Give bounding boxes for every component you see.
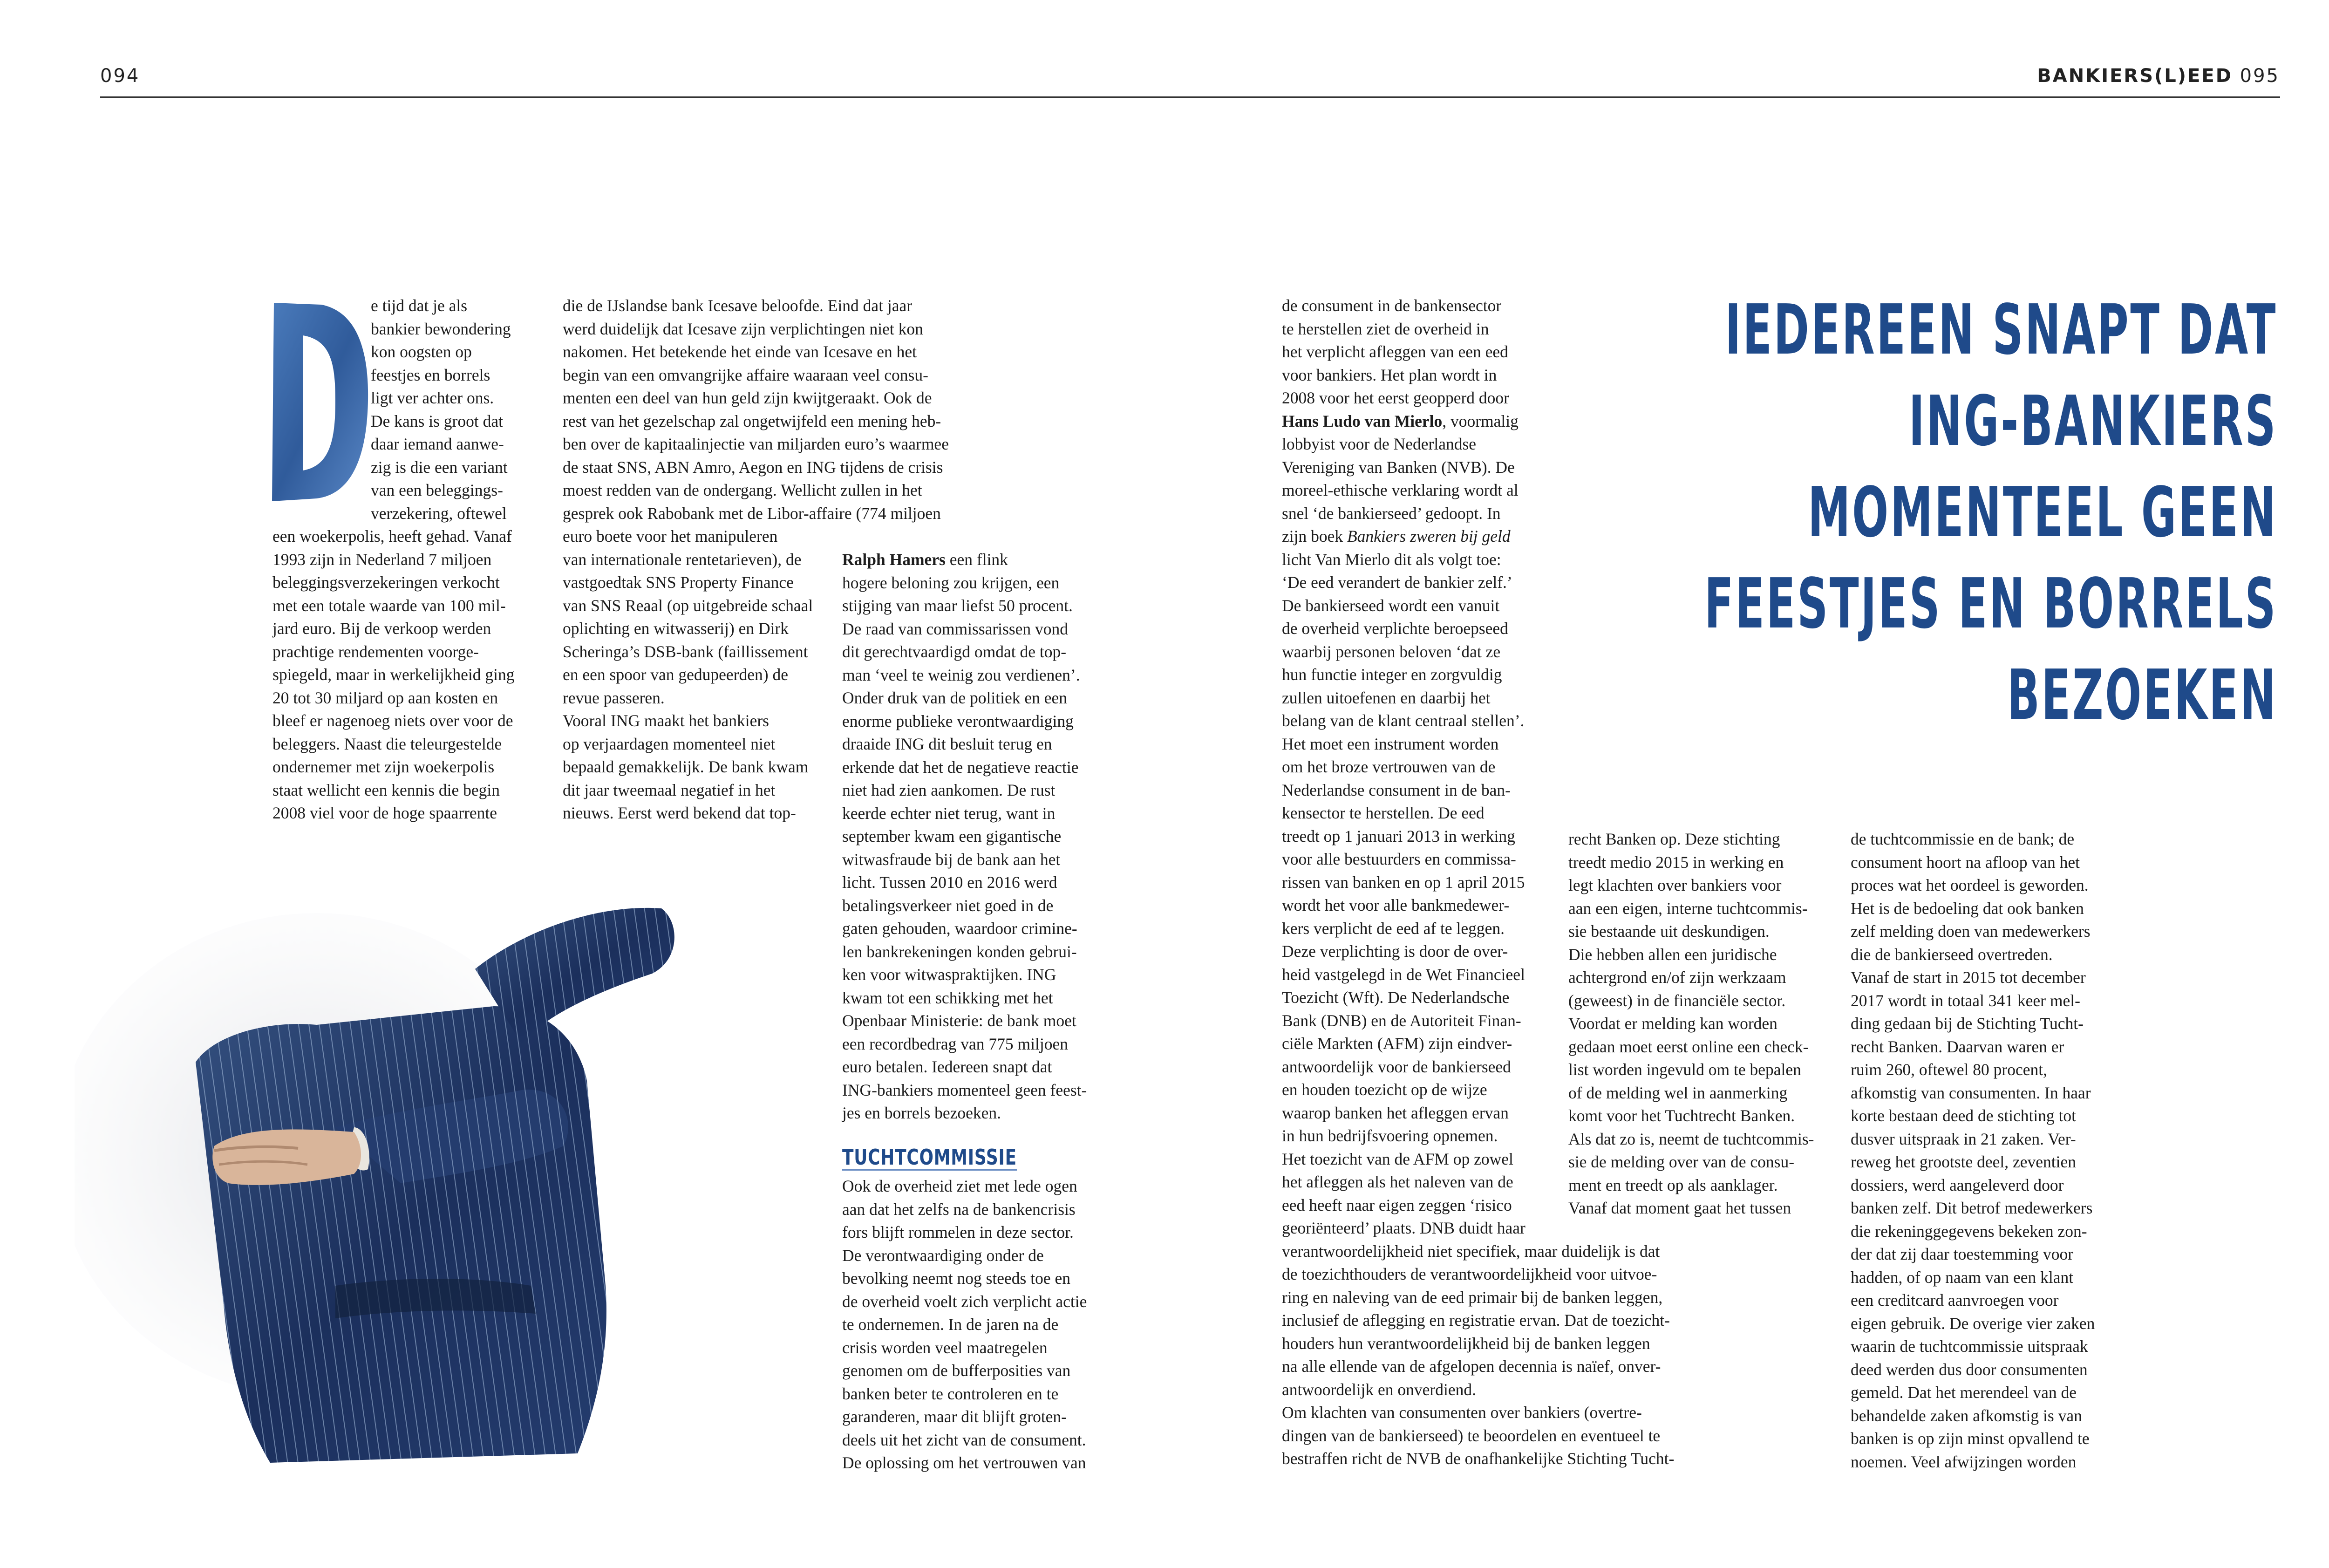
text-line: Die hebben allen een juridische — [1568, 945, 1777, 964]
text-line: vastgoedtak SNS Property Finance — [563, 573, 794, 592]
text-line: garanderen, maar dit blijft groten- — [842, 1407, 1067, 1426]
text-line: korte bestaan deed de stichting tot — [1851, 1106, 2077, 1125]
text-line: met een totale waarde van 100 mil- — [272, 596, 506, 615]
text-line: Het toezicht van de AFM op zowel — [1282, 1149, 1513, 1168]
text-line: antwoordelijk voor de bankierseed — [1282, 1057, 1511, 1076]
page-number-left: 094 — [100, 65, 140, 87]
body-column-1 — [371, 294, 511, 525]
header-rule — [100, 96, 2280, 98]
text-line: licht. Tussen 2010 en 2016 werd — [842, 873, 1057, 892]
text-line: belang van de klant centraal stellen’. — [1282, 711, 1525, 730]
text-line: staat wellicht een kennis die begin — [272, 780, 500, 799]
text-line: Vanaf dat moment gaat het tussen — [1568, 1199, 1791, 1217]
text-line: september kwam een gigantische — [842, 827, 1062, 845]
body-column-3 — [842, 548, 1087, 1125]
text-line: Om klachten van consumenten over bankiers (overtre- — [1282, 1403, 1642, 1422]
text-line: begin van een omvangrijke affaire waaraan veel consu- — [563, 365, 928, 384]
text-line: sie de melding over van de consu- — [1568, 1152, 1795, 1171]
text-line: in hun bedrijfsvoering opnemen. — [1282, 1126, 1498, 1145]
text-line: spiegeld, maar in werkelijkheid ging — [272, 665, 515, 684]
text-line: ben over de kapitaalinjectie van miljarden euro’s waarmee — [563, 435, 949, 453]
text-line: Ook de overheid ziet met lede ogen — [842, 1177, 1077, 1195]
body-column-6 — [1851, 828, 2095, 1473]
text-line: Deze verplichting is door de over- — [1282, 942, 1508, 961]
text-line: Het moet een instrument worden — [1282, 734, 1499, 753]
text-line: (geweest) in de financiële sector. — [1568, 991, 1786, 1010]
text-line: Openbaar Ministerie: de bank moet — [842, 1011, 1076, 1030]
text-line: dit gerechtvaardigd omdat de top- — [842, 642, 1067, 661]
text-line: crisis worden veel maatregelen — [842, 1338, 1048, 1357]
text-line: Het is de bedoeling dat ook banken — [1851, 899, 2084, 918]
text-line: draaide ING dit besluit terug en — [842, 735, 1052, 753]
text-line: Toezicht (Wft). De Nederlandsche — [1282, 988, 1510, 1007]
text-line: om het broze vertrouwen van de — [1282, 757, 1496, 776]
text-line: Voordat er melding kan worden — [1568, 1014, 1777, 1033]
text-line: sie bestaande uit deskundigen. — [1568, 922, 1770, 941]
text-line: de staat SNS, ABN Amro, Aegon en ING tijdens de crisis — [563, 457, 943, 477]
text-line: noemen. Veel afwijzingen worden — [1851, 1452, 2077, 1471]
text-line — [842, 548, 1087, 572]
text-line: ment en treedt op als aanklager. — [1568, 1175, 1778, 1194]
text-line: dusver uitspraak in 21 zaken. Ver- — [1851, 1129, 2076, 1148]
text-line: achtergrond en/of zijn werkzaam — [1568, 968, 1786, 987]
text-line: enorme publieke verontwaardiging — [842, 711, 1074, 730]
text-line: afkomstig van consumenten. In haar — [1851, 1083, 2091, 1102]
text-line: jard euro. Bij de verkoop werden — [272, 619, 491, 638]
text-line: hadden, of op naam van een klant — [1851, 1268, 2074, 1287]
text-line: rissen van banken en op 1 april 2015 — [1282, 873, 1525, 892]
text-line: een creditcard aanvroegen voor — [1851, 1291, 2059, 1309]
text-line: keerde echter niet terug, want in — [842, 804, 1056, 823]
text-line: stijging van maar liefst 50 procent. — [842, 596, 1073, 615]
text-line: beleggers. Naast die teleurgestelde — [272, 734, 502, 753]
text-line: niet had zien aankomen. De rust — [842, 781, 1056, 799]
text-line: legt klachten over bankiers voor — [1568, 876, 1782, 894]
text-line: list worden ingevuld om te bepalen — [1568, 1060, 1801, 1079]
text-line — [1282, 525, 1674, 548]
text-line: die rekeninggegevens bekeken zon- — [1851, 1221, 2087, 1241]
text-line: man ‘veel te weinig zou verdienen’. — [842, 665, 1080, 684]
text-line: De oplossing om het vertrouwen van — [842, 1453, 1086, 1472]
text-line: lobbyist voor de Nederlandse — [1282, 435, 1477, 453]
illustration-crossed-fingers — [75, 866, 801, 1491]
text-line: dit jaar tweemaal negatief in het — [563, 780, 776, 799]
text-line: feestjes en borrels — [371, 365, 490, 384]
text-line: bepaald gemakkelijk. De bank kwam — [563, 757, 809, 776]
text-line: ING-bankiers momenteel geen feest- — [842, 1080, 1087, 1099]
text-line: en houden toezicht op de wijze — [1282, 1080, 1487, 1099]
text-line: witwasfraude bij de bank aan het — [842, 850, 1061, 869]
person-name-hamers: Ralph Hamers — [842, 550, 946, 569]
text-line: van een beleggings- — [371, 481, 503, 499]
text-line: verzekering, oftewel — [371, 504, 507, 523]
text-line: banken beter te controleren en te — [842, 1384, 1059, 1403]
text-line: fors blijft rommelen in deze sector. — [842, 1223, 1074, 1241]
text-line: gaten gehouden, waardoor crimine- — [842, 919, 1077, 938]
text-line: menten een deel van hun geld zijn kwijtgeraakt. Ook de — [563, 389, 932, 407]
text-line: de toezichthouders de verantwoordelijkheid voor uitvoe- — [1282, 1265, 1657, 1283]
text-line: hun functie integer en zorgvuldig — [1282, 665, 1502, 684]
text-line: 2017 wordt in totaal 341 keer mel- — [1851, 991, 2080, 1010]
text-line: snel ‘de bankierseed’ gedoopt. In — [1282, 504, 1501, 523]
text-line: revue passeren. — [563, 688, 665, 707]
text-line: kers verplicht de eed af te leggen. — [1282, 919, 1505, 938]
text-line: gesprek ook Rabobank met de Libor-affaire (774 miljoen — [563, 504, 941, 523]
text-line: rest van het gezelschap zal ongetwijfeld een mening heb- — [563, 411, 941, 430]
text-line: 2008 voor het eerst geopperd door — [1282, 389, 1509, 407]
text-line: der dat zij daar toestemming voor — [1851, 1245, 2074, 1263]
text-line: ken voor witwaspraktijken. ING — [842, 965, 1056, 984]
text-line: De bankierseed wordt een vanuit — [1282, 596, 1500, 615]
text-line: consument hoort na afloop van het — [1851, 852, 2080, 872]
section-title: BANKIERS(L)EED — [2037, 65, 2233, 87]
text-line: recht Banken. Daarvan waren er — [1851, 1037, 2064, 1056]
text-line: moreel-ethische verklaring wordt al — [1282, 481, 1519, 499]
text-line: beleggingsverzekeringen verkocht — [272, 573, 500, 592]
text-line: voor alle bestuurders en commissa- — [1282, 850, 1516, 868]
text-line: kwam tot een schikking met het — [842, 988, 1053, 1007]
pull-quote-line: MOMENTEEL GEEN — [1807, 472, 2277, 552]
text-line: wordt het voor alle bankmedewer- — [1282, 896, 1510, 914]
text-line: treedt op 1 januari 2013 in werking — [1282, 826, 1515, 845]
text-line: een woekerpolis, heeft gehad. Vanaf — [272, 527, 512, 545]
text-line: banken zelf. Dit betrof medewerkers — [1851, 1199, 2093, 1217]
text-line: proces wat het oordeel is geworden. — [1851, 876, 2089, 894]
text-line: moest redden van de ondergang. Wellicht zullen in het — [563, 481, 922, 499]
text-line: werd duidelijk dat Icesave zijn verplichtingen niet kon — [563, 319, 923, 338]
text-line: licht Van Mierlo dit als volgt toe: — [1282, 550, 1501, 569]
text-line: de overheid voelt zich verplicht actie — [842, 1292, 1087, 1311]
text-line: 20 tot 30 miljard op aan kosten en — [272, 688, 498, 707]
text-line: erkende dat het de negatieve reactie — [842, 757, 1079, 777]
text-line: zelf melding doen van medewerkers — [1851, 922, 2091, 941]
pull-quote-line: BEZOEKEN — [2007, 655, 2277, 735]
text-line: gemeld. Dat het merendeel van de — [1851, 1383, 2077, 1402]
text-line: te herstellen ziet de overheid in — [1282, 319, 1489, 338]
text-line: daar iemand aanwe- — [371, 435, 504, 453]
text-line: ligt ver achter ons. — [371, 389, 494, 407]
text-line: het verplicht afleggen van een eed — [1282, 342, 1508, 361]
text-line: jes en borrels bezoeken. — [842, 1104, 1001, 1122]
text-line: heid vastgelegd in de Wet Financieel — [1282, 965, 1525, 984]
text-line: euro boete voor het manipuleren — [563, 527, 778, 545]
text-line: Nederlandse consument in de ban- — [1282, 780, 1511, 799]
text-line: de overheid verplichte beroepseed — [1282, 619, 1508, 638]
text-line: ring en naleving van de eed primair bij de banken leggen, — [1282, 1288, 1663, 1307]
text-line: ding gedaan bij de Stichting Tucht- — [1851, 1014, 2084, 1033]
text-line: oplichting en witwasserij) en Dirk — [563, 619, 789, 638]
text-line: zullen uitoefenen en daarbij het — [1282, 688, 1491, 707]
text-line: die de IJslandse bank Icesave beloofde. Eind dat jaar — [563, 296, 913, 315]
text-fragment: een flink — [949, 550, 1008, 569]
text-line: bleef er nagenoeg niets over voor de — [272, 711, 513, 730]
text-line: en een spoor van gedupeerden) de — [563, 665, 788, 684]
text-line: betalingsverkeer niet goed in de — [842, 896, 1054, 915]
book-title: Bankiers zweren bij geld — [1347, 527, 1511, 545]
text-line: aan een eigen, interne tuchtcommis- — [1568, 899, 1808, 918]
text-line: reweg het grootste deel, zeventien — [1851, 1152, 2076, 1171]
text-line: eigen gebruik. De overige vier zaken — [1851, 1314, 2095, 1333]
text-line: georiënteerd’ plaats. DNB duidt haar — [1282, 1219, 1525, 1237]
text-line: zig is die een variant — [371, 457, 508, 477]
text-line: De kans is groot dat — [371, 411, 503, 430]
text-line: ‘De eed verandert de bankier zelf.’ — [1282, 573, 1512, 592]
text-line: prachtige rendementen voorge- — [272, 642, 479, 661]
text-line: ruim 260, oftewel 80 procent, — [1851, 1060, 2047, 1079]
text-line: waarin de tuchtcommissie uitspraak — [1851, 1337, 2088, 1356]
text-line: deed werden dus door consumenten — [1851, 1360, 2088, 1379]
text-line: voor bankiers. Het plan wordt in — [1282, 365, 1497, 384]
text-line: een recordbedrag van 775 miljoen — [842, 1034, 1068, 1053]
text-line: deels uit het zicht van de consument. — [842, 1430, 1086, 1449]
text-line: nakomen. Het betekende het einde van Icesave en het — [563, 342, 917, 361]
text-line: behandelde zaken afkomstig is van — [1851, 1406, 2082, 1425]
text-line: de consument in de bankensector — [1282, 296, 1502, 315]
text-line: treedt medio 2015 in werking en — [1568, 852, 1784, 872]
text-line: genomen om de bufferposities van — [842, 1361, 1071, 1380]
text-line: De raad van commissarissen vond — [842, 619, 1069, 638]
pull-quote — [1704, 284, 2277, 741]
text-line: euro betalen. Iedereen snapt dat — [842, 1057, 1052, 1076]
text-line: dingen van de bankierseed) te beoordelen en eventueel te — [1282, 1426, 1661, 1445]
text-line: bevolking neemt nog steeds toe en — [842, 1269, 1070, 1288]
text-line: 1993 zijn in Nederland 7 miljoen — [272, 550, 492, 569]
text-line: eed heeft naar eigen zeggen ‘risico — [1282, 1195, 1512, 1214]
page-number-right: 095 — [2240, 65, 2280, 87]
pull-quote-line: ING-BANKIERS — [1908, 381, 2277, 461]
text-line: van internationale rentetarieven), de — [563, 550, 802, 569]
body-column-5 — [1568, 828, 1814, 1220]
text-fragment: , voormalig — [1442, 411, 1519, 430]
text-line: banken is op zijn minst opvallend te — [1851, 1429, 2090, 1448]
text-line: na alle ellende van de afgelopen decennia is naïef, onver- — [1282, 1357, 1661, 1376]
text-line: bestraffen richt de NVB de onafhankelijke Stichting Tucht- — [1282, 1449, 1675, 1468]
text-line: e tijd dat je als — [371, 296, 468, 315]
text-line: len bankrekeningen konden gebrui- — [842, 942, 1077, 961]
text-line — [1282, 410, 1674, 433]
text-line: Vooral ING maakt het bankiers — [563, 711, 769, 730]
text-line: nieuws. Eerst werd bekend dat top- — [563, 804, 796, 822]
body-column-1-lower — [272, 525, 515, 825]
dropcap-letter — [266, 298, 373, 503]
text-line: Vanaf de start in 2015 tot december — [1851, 968, 2086, 987]
text-line: inclusief de aflegging en registratie ervan. Dat de toezicht- — [1282, 1311, 1670, 1329]
text-line: 2008 viel voor de hoge spaarrente — [272, 804, 497, 822]
text-line: of de melding wel in aanmerking — [1568, 1083, 1788, 1102]
running-header — [2037, 65, 2280, 87]
text-line: ondernemer met zijn woekerpolis — [272, 757, 495, 776]
text-line: hogere beloning zou krijgen, een — [842, 573, 1060, 592]
text-line: Scheringa’s DSB-bank (faillissement — [563, 642, 808, 661]
text-line: waarbij personen beloven ‘dat ze — [1282, 642, 1501, 661]
text-line: antwoordelijk en onverdiend. — [1282, 1380, 1477, 1399]
subheading-tuchtcommissie: TUCHTCOMMISSIE — [842, 1145, 1017, 1170]
text-line: die de bankierseed overtreden. — [1851, 945, 2053, 964]
text-line: te ondernemen. In de jaren na de — [842, 1315, 1059, 1334]
text-line: recht Banken op. Deze stichting — [1568, 830, 1780, 848]
text-line: komt voor het Tuchtrecht Banken. — [1568, 1106, 1795, 1125]
text-line: het afleggen als het naleven van de — [1282, 1173, 1513, 1191]
text-fragment: zijn boek — [1282, 527, 1347, 545]
text-line: dossiers, werd aangeleverd door — [1851, 1175, 2064, 1194]
text-line: houders hun verantwoordelijkheid bij de banken leggen — [1282, 1334, 1650, 1353]
text-line: verantwoordelijkheid niet specifiek, maar duidelijk is dat — [1282, 1241, 1660, 1261]
text-line: de tuchtcommissie en de bank; de — [1851, 830, 2075, 848]
text-line: ciële Markten (AFM) zijn eindver- — [1282, 1034, 1512, 1053]
text-line: bankier bewondering — [371, 319, 511, 338]
text-line: Vereniging van Banken (NVB). De — [1282, 457, 1515, 477]
pull-quote-line: FEESTJES EN BORRELS — [1704, 564, 2277, 644]
text-line: Onder druk van de politiek en een — [842, 689, 1068, 707]
text-line: aan dat het zelfs na de bankencrisis — [842, 1200, 1076, 1219]
text-line: kon oogsten op — [371, 342, 472, 361]
text-line: Bank (DNB) en de Autoriteit Finan- — [1282, 1011, 1521, 1030]
text-line: waarop banken het afleggen ervan — [1282, 1103, 1509, 1122]
text-line: Als dat zo is, neemt de tuchtcommis- — [1568, 1129, 1814, 1148]
text-line: van SNS Reaal (op uitgebreide schaal — [563, 596, 813, 615]
body-column-3-lower — [842, 1175, 1087, 1475]
text-line: De verontwaardiging onder de — [842, 1246, 1044, 1265]
pull-quote-line: IEDEREEN SNAPT DAT — [1725, 290, 2277, 370]
person-name-van-mierlo: Hans Ludo van Mierlo — [1282, 411, 1443, 430]
text-line: op verjaardagen momenteel niet — [563, 734, 776, 753]
text-line: gedaan moet eerst online een check- — [1568, 1037, 1809, 1056]
text-line: kensector te herstellen. De eed — [1282, 804, 1485, 822]
